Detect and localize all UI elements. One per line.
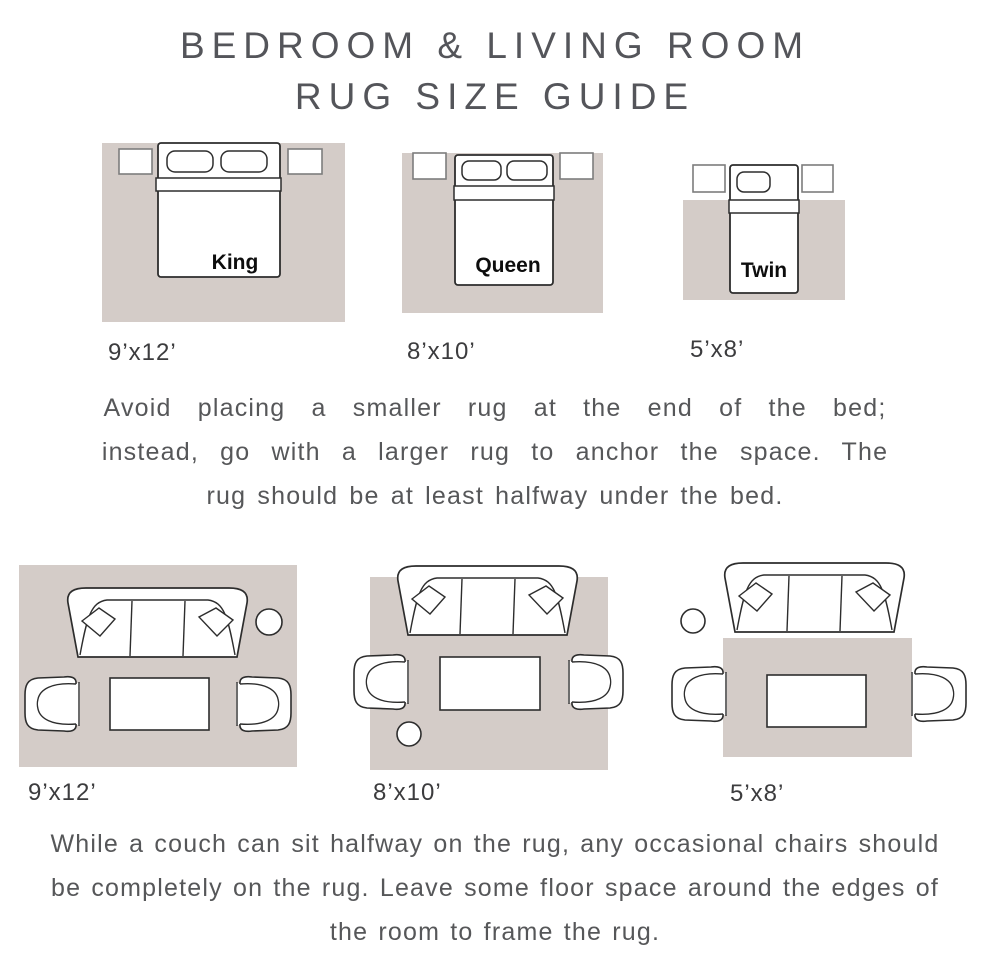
armchair-shape [911, 667, 966, 722]
sofa-shape [725, 563, 905, 632]
living-diagram-9x12 [10, 555, 310, 780]
pillow-icon [167, 151, 213, 172]
nightstand-shape [413, 153, 446, 179]
armchair-shape [672, 667, 727, 722]
armchair-shape [354, 655, 409, 710]
side-table-shape [681, 609, 705, 633]
coffee-table-shape [110, 678, 209, 730]
rug-size-label: 5’x8’ [730, 780, 785, 807]
coffee-table-shape [767, 675, 866, 727]
living-note-line1: While a couch can sit halfway on the rug, any occasional chairs should [50, 830, 940, 858]
rug-size-label: 8’x10’ [407, 338, 476, 365]
blanket-fold-shape [454, 186, 554, 200]
bedroom-note-text [0, 386, 990, 518]
living-note-line2: be completely on the rug. Leave some floor space around the edges of [50, 874, 940, 902]
side-table-shape [397, 722, 421, 746]
page-title [0, 20, 990, 122]
rug-size-label: 9’x12’ [28, 779, 97, 806]
bedroom-diagram-king [95, 138, 350, 328]
nightstand-shape [560, 153, 593, 179]
bedroom-note-line3: rug should be at least halfway under the bed. [206, 482, 784, 510]
living-diagram-8x10 [335, 555, 635, 780]
armchair-shape [236, 677, 291, 732]
armchair-shape [568, 655, 623, 710]
sofa-shape [398, 566, 578, 635]
bed-size-label: Twin [740, 259, 788, 282]
nightstand-shape [288, 149, 322, 174]
rug-size-label: 9’x12’ [108, 339, 177, 366]
living-note-text [0, 822, 990, 954]
bed-size-label: King [211, 251, 259, 274]
living-note-line3: the room to frame the rug. [329, 918, 661, 946]
pillow-icon [507, 161, 547, 180]
bedroom-diagram-twin [672, 158, 857, 308]
nightstand-shape [119, 149, 152, 174]
sofa-shape [68, 588, 248, 657]
side-table-shape [256, 609, 282, 635]
blanket-fold-shape [156, 178, 281, 191]
rug-size-label: 8’x10’ [373, 779, 442, 806]
coffee-table-shape [440, 657, 540, 710]
page-title-line2: RUG SIZE GUIDE [294, 76, 696, 117]
bed-size-label: Queen [475, 254, 541, 277]
blanket-fold-shape [729, 200, 799, 213]
nightstand-shape [693, 165, 725, 192]
bedroom-note-line2: instead, go with a larger rug to anchor the space. The [101, 438, 889, 466]
nightstand-shape [802, 165, 833, 192]
page-title-line1: BEDROOM & LIVING ROOM [179, 25, 811, 66]
bedroom-diagram-queen [395, 148, 610, 318]
rug-size-label: 5’x8’ [690, 336, 745, 363]
pillow-icon [462, 161, 501, 180]
armchair-shape [25, 677, 80, 732]
pillow-icon [221, 151, 267, 172]
living-diagram-5x8 [660, 552, 980, 780]
bedroom-note-line1: Avoid placing a smaller rug at the end of the bed; [103, 394, 887, 422]
pillow-icon [737, 172, 770, 192]
